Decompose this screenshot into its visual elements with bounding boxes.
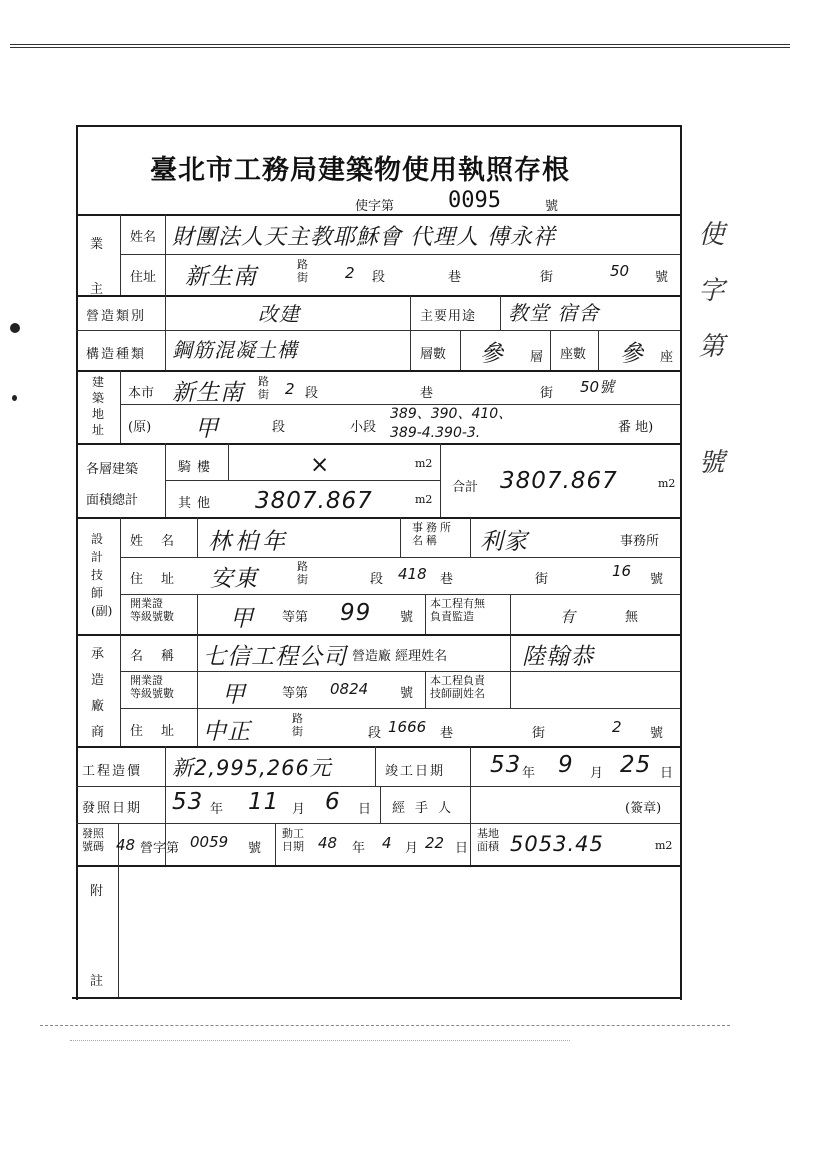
land-label: 基地 面積	[477, 827, 499, 853]
owner-addr-road-unit: 路 街	[297, 258, 308, 284]
designer-name-label: 姓名	[130, 534, 193, 549]
owner-addr-lane-unit: 巷	[448, 270, 462, 285]
designer-license-label: 開業證 等級號數	[130, 597, 174, 623]
complete-year-unit: 年	[522, 766, 536, 781]
start-year: 48	[318, 834, 338, 852]
handler-label: 經手人	[392, 801, 462, 816]
site-section-unit: 段	[305, 386, 319, 401]
site-section-no: 2	[285, 380, 295, 398]
arcade-unit: m2	[415, 457, 433, 470]
designer-addr-road: 安東	[210, 566, 258, 592]
other-unit: m2	[415, 493, 433, 506]
designer-addr-lane-unit: 巷	[440, 572, 454, 587]
site-road: 新生南	[172, 380, 244, 406]
total-value: 3807.867	[500, 468, 618, 494]
contractor-tech-label: 本工程負責 技師副姓名	[430, 674, 485, 700]
issue-month: 11	[248, 789, 280, 815]
issue-day-unit: 日	[358, 802, 372, 817]
designer-license-no: 99	[340, 600, 372, 626]
owner-addr-number: 50	[610, 262, 630, 280]
land-value: 5053.45	[510, 832, 604, 856]
designer-addr-road-unit: 路 街	[297, 560, 308, 586]
permit-info-no: 0059	[190, 833, 229, 851]
buildings-value: 參	[620, 341, 644, 367]
contractor-license-unit: 號	[400, 686, 414, 701]
contractor-mgr: 陸翰恭	[522, 644, 594, 670]
complete-year: 53	[490, 752, 522, 778]
contractor-name-label: 名稱	[130, 649, 193, 664]
designer-license-unit: 號	[400, 610, 414, 625]
permit-info-year: 48	[116, 836, 136, 854]
designer-office: 利家	[480, 529, 528, 555]
area-label-1: 各層建築	[86, 462, 139, 477]
use-label: 主要用途	[420, 309, 477, 324]
contractor-license-label: 開業證 等級號數	[130, 674, 174, 700]
complete-day-unit: 日	[660, 766, 674, 781]
designer-name: 林柏年	[208, 529, 289, 555]
other-label: 其他	[178, 496, 217, 511]
permit-info-prefix: 營字第	[140, 841, 180, 856]
complete-day: 25	[620, 752, 652, 778]
margin-notes: 使字第 號	[694, 220, 724, 504]
site-section-label: 建築地址	[92, 375, 105, 437]
owner-section-label: 業主	[90, 237, 104, 297]
owner-addr-street-unit: 街	[540, 270, 554, 285]
owner-addr-label: 住址	[130, 270, 157, 285]
remarks-label-2: 註	[90, 974, 104, 989]
arcade-value: ×	[310, 452, 331, 478]
site-lot-unit: 番 地)	[618, 420, 654, 435]
permit-info-unit: 號	[248, 841, 262, 856]
total-label: 合計	[452, 480, 479, 495]
arcade-label: 騎樓	[178, 460, 217, 475]
owner-name-label: 姓名	[130, 230, 157, 245]
floors-label: 層數	[420, 347, 447, 362]
contractor-addr-lane: 1666	[388, 718, 427, 736]
contractor-license-prefix: 等第	[282, 686, 309, 701]
floors-value: 參	[480, 341, 504, 367]
contractor-addr-street-unit: 街	[532, 726, 546, 741]
designer-addr-label: 住址	[130, 572, 193, 587]
complete-label: 竣工日期	[385, 764, 446, 779]
start-year-unit: 年	[352, 841, 366, 856]
start-day: 22	[425, 834, 445, 852]
contractor-addr-number-unit: 號	[650, 726, 664, 741]
designer-addr-lane: 418	[398, 565, 427, 583]
designer-office-label: 事務所 名稱	[412, 521, 454, 547]
type-label: 營造類別	[86, 309, 147, 324]
designer-supervise-unit: 無	[625, 610, 639, 625]
page-title: 臺北市工務局建築物使用執照存根	[150, 155, 570, 186]
site-orig-section-unit: 段	[272, 420, 286, 435]
site-lane-unit: 巷	[420, 386, 434, 401]
permit-number: 0095	[448, 188, 501, 213]
site-orig-prefix: (原)	[128, 420, 152, 435]
site-street-unit: 街	[540, 386, 554, 401]
structure-label: 構造種類	[86, 347, 147, 362]
issue-year: 53	[172, 789, 204, 815]
start-month: 4	[382, 834, 392, 852]
structure-value: 鋼筋混凝土構	[172, 338, 298, 362]
contractor-license-no: 0824	[330, 680, 369, 698]
site-small-section-label: 小段	[350, 420, 377, 435]
site-road-unit: 路 街	[258, 375, 269, 401]
permit-suffix: 號	[545, 199, 559, 214]
type-value: 改建	[258, 302, 300, 326]
complete-month: 9	[558, 752, 574, 778]
site-lot-numbers: 389、390、410、	[390, 406, 513, 422]
land-unit: m2	[655, 839, 673, 852]
site-lot-numbers-2: 389-4.390-3.	[390, 425, 481, 441]
remarks-label-1: 附	[90, 884, 104, 899]
designer-supervise: 有	[560, 608, 576, 626]
designer-license-prefix: 等第	[282, 610, 309, 625]
contractor-addr-label: 住址	[130, 724, 193, 739]
start-day-unit: 日	[455, 841, 469, 856]
site-city: 本市	[128, 386, 155, 401]
designer-addr-number-unit: 號	[650, 572, 664, 587]
complete-month-unit: 月	[590, 766, 604, 781]
contractor-addr-number: 2	[612, 718, 622, 736]
total-unit: m2	[658, 477, 676, 490]
floors-unit: 層	[530, 350, 544, 365]
cost-value: 新2,995,266元	[172, 756, 332, 780]
designer-office-unit: 事務所	[620, 534, 660, 549]
issue-day: 6	[325, 789, 341, 815]
buildings-label: 座數	[560, 347, 587, 362]
permit-info-label: 發照 號碼	[82, 827, 104, 853]
designer-section-label: 設計技師(副)	[91, 532, 113, 618]
designer-addr-number: 16	[612, 562, 632, 580]
owner-addr-section-unit: 段	[372, 270, 386, 285]
contractor-addr-road: 中正	[203, 719, 251, 745]
cost-label: 工程造價	[82, 764, 143, 779]
site-number: 50號	[580, 378, 615, 396]
issue-label: 發照日期	[82, 801, 143, 816]
designer-addr-street-unit: 街	[535, 572, 549, 587]
start-label: 動工 日期	[282, 827, 304, 853]
contractor-addr-road-unit: 路 街	[292, 712, 303, 738]
other-value: 3807.867	[255, 488, 373, 514]
designer-addr-section-unit: 段	[370, 572, 384, 587]
buildings-unit: 座	[660, 350, 674, 365]
site-orig-area: 甲	[195, 416, 219, 442]
punch-hole	[12, 395, 17, 401]
punch-hole	[10, 323, 20, 333]
contractor-addr-section-unit: 段	[368, 726, 382, 741]
contractor-section-label: 承造廠商	[91, 647, 105, 740]
use-value: 教堂 宿舍	[508, 301, 600, 325]
contractor-mgr-label: 營造廠 經理姓名	[352, 649, 448, 664]
seal-label: (簽章)	[625, 801, 662, 816]
start-month-unit: 月	[405, 841, 419, 856]
contractor-name: 七信工程公司	[203, 644, 347, 670]
owner-addr-number-unit: 號	[655, 270, 669, 285]
permit-prefix: 使字第	[355, 199, 395, 214]
area-label-2: 面積總計	[86, 493, 139, 508]
issue-month-unit: 月	[292, 802, 306, 817]
contractor-addr-lane-unit: 巷	[440, 726, 454, 741]
owner-addr-road: 新生南	[185, 264, 257, 290]
contractor-license-grade: 甲	[222, 682, 246, 708]
designer-license-grade: 甲	[230, 606, 254, 632]
owner-name: 財團法人天主教耶穌會 代理人 傅永祥	[172, 225, 556, 250]
owner-addr-section: 2	[345, 264, 355, 282]
designer-supervise-label: 本工程有無 負責監造	[430, 597, 485, 623]
issue-year-unit: 年	[210, 802, 224, 817]
